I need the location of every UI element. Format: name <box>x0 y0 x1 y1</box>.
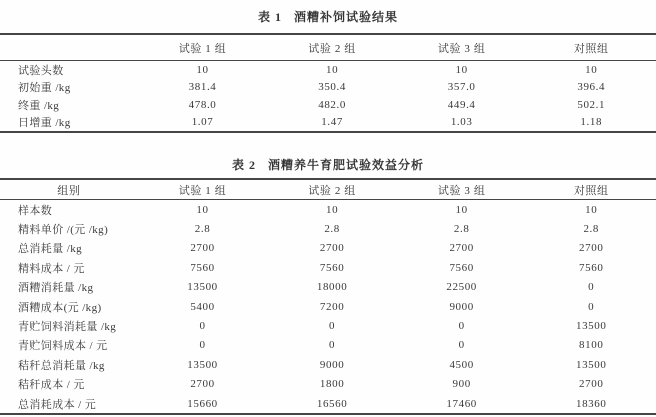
column-header-group <box>0 34 138 61</box>
table-cell: 1800 <box>319 378 345 391</box>
row-label: 青贮饲料消耗量 /kg <box>18 321 117 334</box>
row-label: 精料成本 / 元 <box>18 262 85 275</box>
table-cell: 482.0 <box>318 98 346 111</box>
header-row <box>0 34 656 61</box>
table-cell: 449.4 <box>447 98 476 111</box>
table-cell: 18360 <box>575 397 607 410</box>
table-cell: 0 <box>199 339 206 352</box>
table-row <box>0 297 656 316</box>
table-cell: 502.1 <box>577 98 606 111</box>
table-row <box>0 239 656 258</box>
table-cell: 2700 <box>449 242 474 255</box>
row-label: 试验头数 <box>18 64 64 77</box>
table-cell: 18000 <box>316 281 348 294</box>
table-row <box>0 375 656 394</box>
table-cell: 9000 <box>319 358 345 371</box>
table-cell: 7560 <box>190 261 215 274</box>
table-cell: 2.8 <box>324 223 340 236</box>
table-cell: 1.07 <box>191 116 214 129</box>
table-cell: 13500 <box>187 358 218 371</box>
table-cell: 10 <box>325 63 339 76</box>
table-cell: 381.4 <box>188 81 217 94</box>
table-row <box>0 336 656 355</box>
table-cell: 15660 <box>187 397 218 410</box>
table2-caption-label: 表 2 <box>231 158 256 172</box>
row-label: 酒糟成本(元 /kg) <box>18 301 102 314</box>
table-cell: 10 <box>585 63 598 76</box>
table2-caption-text: 酒糟养牛育肥试验效益分析 <box>268 158 425 172</box>
table-cell: 2.8 <box>583 223 599 236</box>
table-cell: 10 <box>585 203 598 216</box>
table-row <box>0 316 656 335</box>
row-label: 酒糟消耗量 /kg <box>18 282 94 295</box>
table-cell: 350.4 <box>318 81 346 94</box>
table-cell: 478.0 <box>188 98 217 111</box>
column-header: 试验 1 组 <box>178 42 227 55</box>
table-cell: 17460 <box>446 397 477 410</box>
table2-caption <box>0 157 656 173</box>
column-header: 试验 3 组 <box>437 184 486 197</box>
column-header: 对照组 <box>573 42 609 55</box>
table-cell: 5400 <box>190 300 215 313</box>
table-cell: 4500 <box>449 358 474 371</box>
table-cell: 1.18 <box>580 116 603 129</box>
table-cell: 0 <box>329 320 336 333</box>
table-row <box>0 219 656 238</box>
table-cell: 0 <box>329 339 336 352</box>
column-header: 试验 1 组 <box>178 184 227 197</box>
table-cell: 7560 <box>579 261 604 274</box>
table-cell: 7560 <box>449 261 474 274</box>
row-label: 总消耗成本 / 元 <box>18 398 97 411</box>
table-cell: 10 <box>455 63 468 76</box>
table-cell: 900 <box>452 378 471 391</box>
table-cell: 2700 <box>319 242 345 255</box>
table1-caption-text: 酒糟补饲试验结果 <box>294 10 399 24</box>
table-cell: 2700 <box>190 378 215 391</box>
table-row <box>0 61 656 79</box>
row-label: 青贮饲料成本 / 元 <box>18 340 108 353</box>
table1-feeding-results <box>0 33 656 133</box>
table-cell: 10 <box>196 63 209 76</box>
column-header-group: 组别 <box>57 184 81 197</box>
header-row <box>0 179 656 200</box>
table-cell: 2700 <box>579 378 604 391</box>
table-row <box>0 278 656 297</box>
table-cell: 22500 <box>446 281 477 294</box>
column-header: 试验 2 组 <box>308 42 356 55</box>
row-label: 日增重 /kg <box>18 117 71 130</box>
table-cell: 13500 <box>187 281 218 294</box>
table-cell: 2.8 <box>194 223 211 236</box>
table-cell: 396.4 <box>577 81 606 94</box>
table2-benefit-analysis <box>0 178 656 415</box>
table-cell: 10 <box>455 203 468 216</box>
table-cell: 10 <box>325 203 339 216</box>
table-cell: 7560 <box>319 261 345 274</box>
table-cell: 0 <box>588 300 595 313</box>
table-cell: 0 <box>199 320 206 333</box>
table-cell: 13500 <box>575 358 607 371</box>
table-cell: 10 <box>196 203 209 216</box>
row-label: 样本数 <box>18 204 53 217</box>
row-label: 总消耗量 /kg <box>18 243 83 256</box>
table-cell: 2.8 <box>453 223 470 236</box>
table-cell: 0 <box>458 339 465 352</box>
column-header: 试验 3 组 <box>437 42 486 55</box>
table-row <box>0 114 656 133</box>
table-cell: 7200 <box>319 300 345 313</box>
table-cell: 13500 <box>575 320 607 333</box>
table-cell: 1.03 <box>450 116 473 129</box>
table-row <box>0 355 656 374</box>
row-label: 终重 /kg <box>18 99 60 112</box>
table-row <box>0 200 656 220</box>
table-cell: 1.47 <box>321 116 343 129</box>
table-cell: 16560 <box>316 397 348 410</box>
row-label: 精料单价 /(元 /kg) <box>18 224 109 237</box>
table-row <box>0 394 656 414</box>
table-cell: 357.0 <box>447 81 476 94</box>
column-header: 试验 2 组 <box>308 184 356 197</box>
row-label: 秸秆成本 / 元 <box>18 379 85 392</box>
table1-caption-label: 表 1 <box>257 10 282 24</box>
table-row <box>0 96 656 114</box>
table-cell: 2700 <box>190 242 215 255</box>
table-row <box>0 79 656 97</box>
table-cell: 0 <box>458 320 465 333</box>
table-cell: 2700 <box>579 242 604 255</box>
table-cell: 0 <box>588 281 595 294</box>
table-row <box>0 258 656 277</box>
table-cell: 9000 <box>449 300 474 313</box>
row-label: 初始重 /kg <box>18 82 71 95</box>
table-cell: 8100 <box>579 339 604 352</box>
table1-caption <box>0 9 656 25</box>
row-label: 秸秆总消耗量 /kg <box>18 359 105 372</box>
column-header: 对照组 <box>573 184 609 197</box>
